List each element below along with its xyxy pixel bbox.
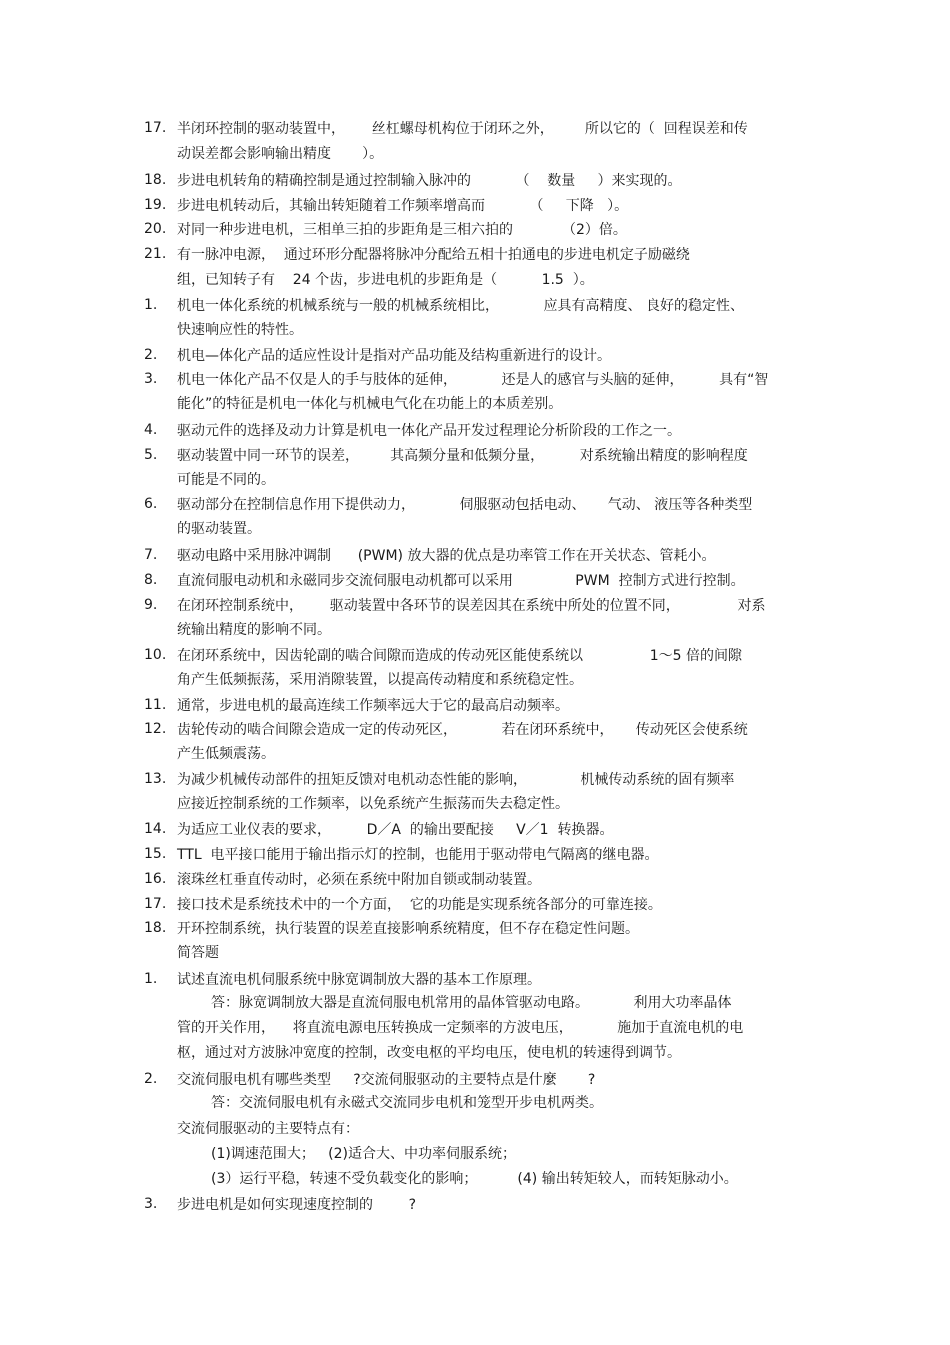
- item-text: 通常，步进电机的最高连续工作频率远大于它的最高启动频率。: [177, 698, 569, 714]
- item-number: 17.: [144, 120, 167, 136]
- item-text: 可能是不同的。: [177, 472, 275, 488]
- item-text: 应接近控制系统的工作频率，以免系统产生振荡而失去稳定性。: [177, 796, 569, 812]
- answer-line: 交流伺服驱动的主要特点有：: [177, 1121, 359, 1137]
- item-text: 滚珠丝杠垂直传动时，必须在系统中附加自锁或制动装置。: [177, 872, 541, 888]
- item-text: 驱动元件的选择及动力计算是机电一体化产品开发过程理论分析阶段的工作之一。: [177, 423, 681, 439]
- item-text: 机电—体化产品的适应性设计是指对产品功能及结构重新进行的设计。: [177, 348, 611, 364]
- item-number: 6.: [144, 496, 158, 512]
- item-number: 9.: [144, 597, 158, 613]
- question-number: 1.: [144, 971, 158, 987]
- item-number: 10.: [144, 647, 167, 663]
- item-text: 能化”的特征是机电一体化与机械电气化在功能上的本质差别。: [177, 396, 563, 412]
- item-text: 驱动部分在控制信息作用下提供动力， 伺服驱动包括电动、 气动、 液压等各种类型: [177, 497, 753, 513]
- item-number: 5.: [144, 447, 158, 463]
- item-text: 驱动电路中采用脉冲调制 (PWM) 放大器的优点是功率管工作在开关状态、管耗小。: [177, 548, 716, 564]
- item-number: 20.: [144, 221, 167, 237]
- item-text: 步进电机转动后，其输出转矩随着工作频率增高而 （ 下降 ）。: [177, 198, 629, 214]
- item-number: 18.: [144, 920, 167, 936]
- answer-line: 枢，通过对方波脉冲宽度的控制，改变电枢的平均电压，使电机的转速得到调节。: [177, 1045, 681, 1061]
- item-number: 19.: [144, 197, 167, 213]
- item-number: 1.: [144, 297, 158, 313]
- item-number: 18.: [144, 172, 167, 188]
- item-text: 为减少机械传动部件的扭矩反馈对电机动态性能的影响， 机械传动系统的固有频率: [177, 772, 735, 788]
- item-text: 接口技术是系统技术中的一个方面， 它的功能是实现系统各部分的可靠连接。: [177, 897, 662, 913]
- item-text: 在闭环系统中，因齿轮副的啮合间隙而造成的传动死区能使系统以 1～5 倍的间隙: [177, 648, 743, 664]
- item-number: 8.: [144, 572, 158, 588]
- item-number: 3.: [144, 371, 158, 387]
- item-text: 机电一体化产品不仅是人的手与肢体的延伸， 还是人的感官与头脑的延伸， 具有“智: [177, 372, 769, 388]
- item-text: 机电一体化系统的机械系统与一般的机械系统相比， 应具有高精度、 良好的稳定性、: [177, 298, 744, 314]
- item-text: 组，已知转子有 24 个齿，步进电机的步距角是（ 1.5 ）。: [177, 272, 594, 288]
- item-text: TTL 电平接口能用于输出指示灯的控制，也能用于驱动带电气隔离的继电器。: [177, 847, 659, 863]
- question-text: 步进电机是如何实现速度控制的 ?: [177, 1197, 417, 1213]
- item-text: 产生低频震荡。: [177, 746, 275, 762]
- item-text: 动误差都会影响输出精度 ）。: [177, 146, 384, 162]
- question-number: 3.: [144, 1196, 158, 1212]
- answer-line: (1)调速范围大； (2)适合大、中功率伺服系统；: [211, 1146, 517, 1162]
- item-number: 7.: [144, 547, 158, 563]
- item-number: 12.: [144, 721, 167, 737]
- item-number: 14.: [144, 821, 167, 837]
- item-number: 11.: [144, 697, 167, 713]
- item-text: 在闭环控制系统中， 驱动装置中各环节的误差因其在系统中所处的位置不同， 对系: [177, 598, 766, 614]
- item-number: 21.: [144, 246, 167, 262]
- item-number: 13.: [144, 771, 167, 787]
- item-text: 步进电机转角的精确控制是通过控制输入脉冲的 （ 数量 ）来实现的。: [177, 173, 682, 189]
- item-text: 半闭环控制的驱动装置中， 丝杠螺母机构位于闭环之外， 所以它的（ 回程误差和传: [177, 121, 748, 137]
- question-text: 交流伺服电机有哪些类型 ?交流伺服驱动的主要特点是什麼 ?: [177, 1072, 596, 1088]
- answer-line: 答：交流伺服电机有永磁式交流同步电机和笼型开步电机两类。: [211, 1095, 603, 1111]
- question-number: 2.: [144, 1071, 158, 1087]
- item-text: 齿轮传动的啮合间隙会造成一定的传动死区， 若在闭环系统中， 传动死区会使系统: [177, 722, 748, 738]
- item-number: 4.: [144, 422, 158, 438]
- item-number: 15.: [144, 846, 167, 862]
- item-text: 为适应工业仪表的要求， D／A 的输出要配接 V／1 转换器。: [177, 822, 614, 838]
- item-text: 的驱动装置。: [177, 521, 261, 537]
- section-title: 简答题: [177, 945, 219, 961]
- question-text: 试述直流电机伺服系统中脉宽调制放大器的基本工作原理。: [177, 972, 541, 988]
- item-text: 驱动装置中同一环节的误差， 其高频分量和低频分量， 对系统输出精度的影响程度: [177, 448, 748, 464]
- item-text: 对同一种步进电机，三相单三拍的步距角是三相六拍的 （2）倍。: [177, 222, 627, 238]
- item-text: 快速响应性的特性。: [177, 322, 303, 338]
- item-text: 角产生低频振荡，采用消隙装置，以提高传动精度和系统稳定性。: [177, 672, 583, 688]
- item-text: 统输出精度的影响不同。: [177, 622, 331, 638]
- item-text: 有一脉冲电源， 通过环形分配器将脉冲分配给五相十拍通电的步进电机定子励磁绕: [177, 247, 690, 263]
- item-number: 16.: [144, 871, 167, 887]
- item-number: 17.: [144, 896, 167, 912]
- item-number: 2.: [144, 347, 158, 363]
- answer-line: (3）运行平稳，转速不受负载变化的影响； (4) 输出转矩较人，而转矩脉动小。: [211, 1171, 738, 1187]
- item-text: 开环控制系统，执行装置的误差直接影响系统精度，但不存在稳定性问题。: [177, 921, 639, 937]
- answer-line: 管的开关作用， 将直流电源电压转换成一定频率的方波电压， 施加于直流电机的电: [177, 1020, 744, 1036]
- answer-line: 答：脉宽调制放大器是直流伺服电机常用的晶体管驱动电路。 利用大功率晶体: [211, 995, 732, 1011]
- item-text: 直流伺服电动机和永磁同步交流伺服电动机都可以采用 PWM 控制方式进行控制。: [177, 573, 745, 589]
